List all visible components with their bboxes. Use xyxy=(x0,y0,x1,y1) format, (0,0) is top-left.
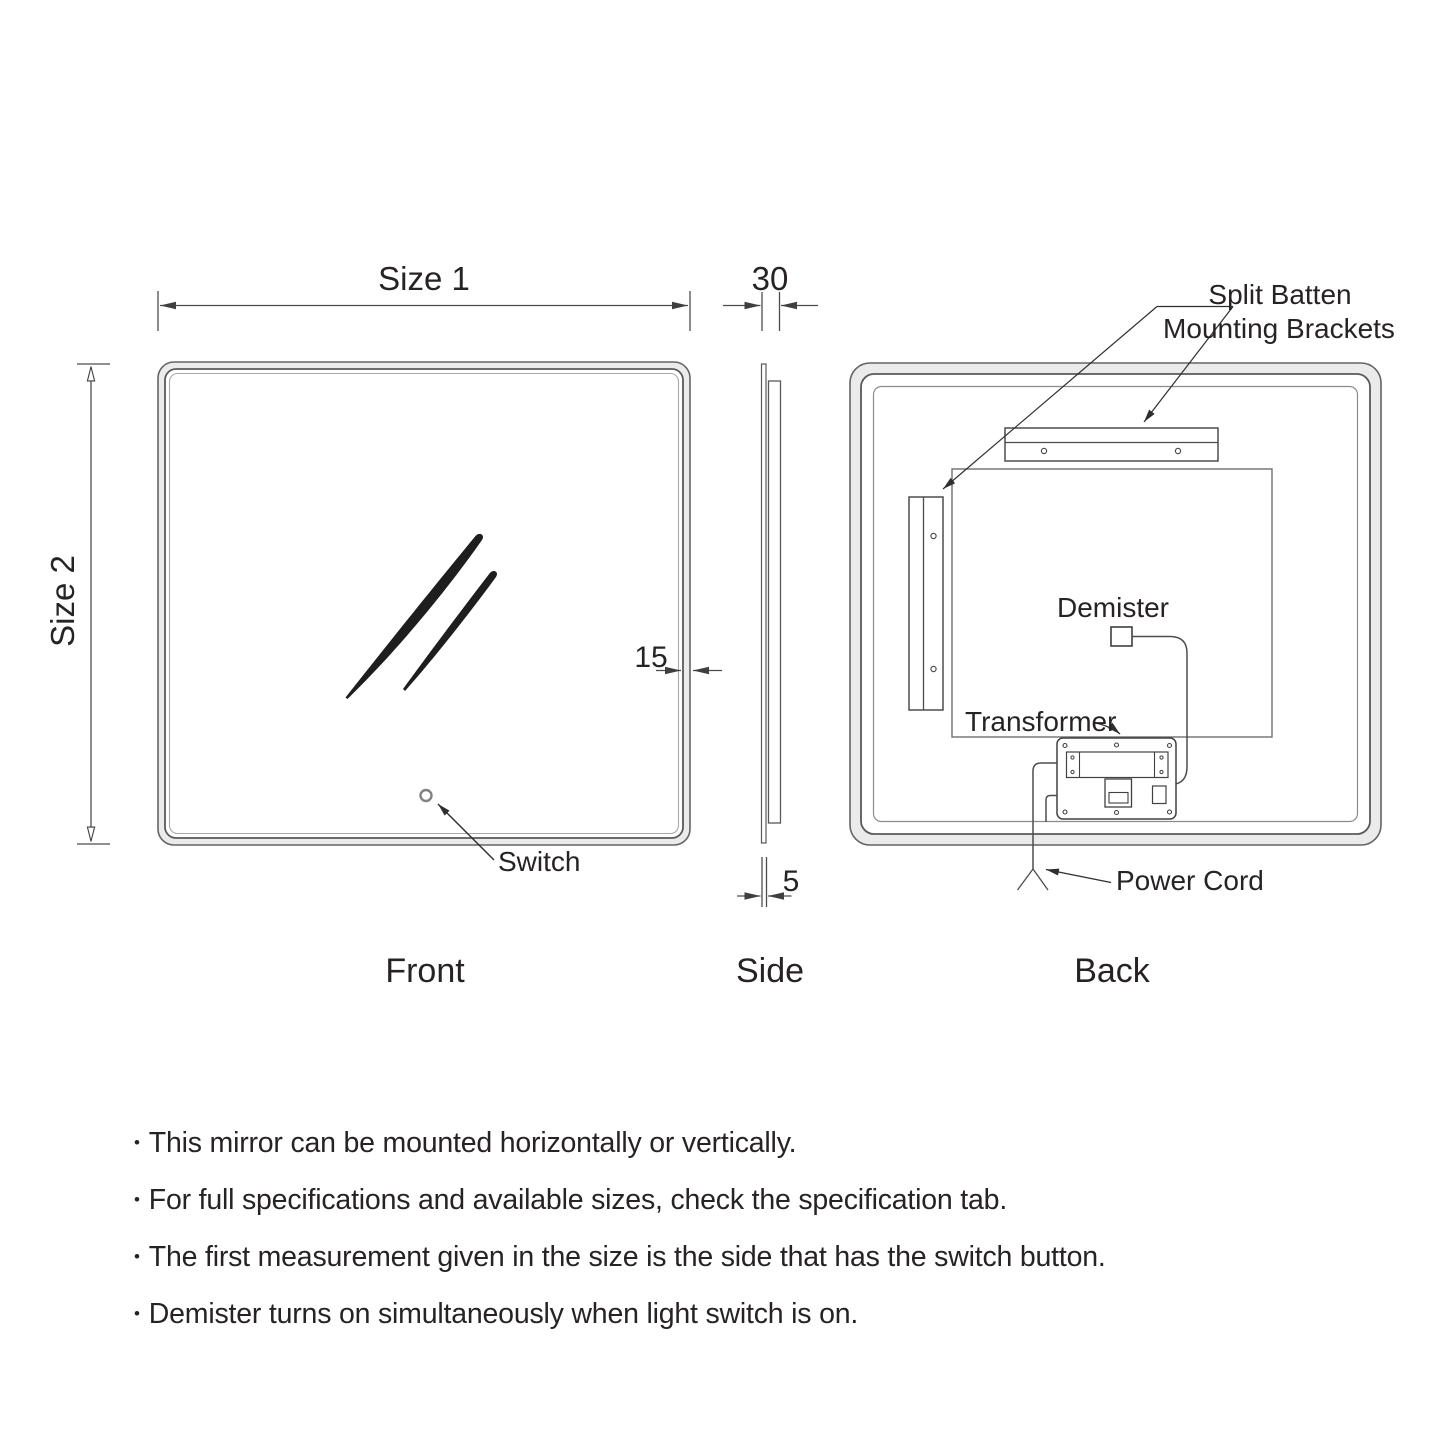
glass-thickness-label: 5 xyxy=(782,865,800,898)
switch-button xyxy=(421,790,432,801)
power-cord-end-fray xyxy=(1018,869,1049,890)
bracket-screw-hole xyxy=(931,533,936,538)
bracket-screw-hole xyxy=(931,666,936,671)
split-batten-label-line2: Mounting Brackets xyxy=(1163,313,1395,344)
demister-connector xyxy=(1111,627,1132,646)
note-item xyxy=(134,1184,1106,1241)
note-text: The first measurement given in the size is the side that has the switch button. xyxy=(148,1241,1106,1273)
size1-label: Size 1 xyxy=(378,260,470,297)
transformer-label: Transformer xyxy=(965,706,1117,737)
demister-label: Demister xyxy=(1056,592,1170,623)
transformer-screw xyxy=(1063,810,1067,814)
power-cord-leader-line xyxy=(1046,870,1111,883)
side-view-label: Side xyxy=(735,952,805,990)
transformer-screw xyxy=(1115,743,1119,747)
power-cord-label: Power Cord xyxy=(1116,865,1264,896)
note-text: Demister turns on simultaneously when light switch is on. xyxy=(148,1298,859,1330)
bracket-screw-hole xyxy=(1175,448,1180,453)
note-text: For full specifications and available sizes, check the specification tab. xyxy=(148,1184,1008,1216)
note-item xyxy=(134,1127,1106,1184)
notes-list xyxy=(134,1127,1106,1355)
bullet-icon: • xyxy=(134,1190,140,1209)
bullet-icon: • xyxy=(134,1247,140,1266)
mounting-bracket-vertical xyxy=(909,497,943,710)
switch-label: Switch xyxy=(498,846,581,877)
note-item xyxy=(134,1241,1106,1298)
bullet-icon: • xyxy=(134,1304,140,1323)
transformer-screw xyxy=(1168,744,1172,748)
mounting-bracket-horizontal xyxy=(1005,428,1218,461)
note-item xyxy=(134,1298,1106,1355)
bracket-horizontal-body xyxy=(1005,428,1218,461)
side-backing xyxy=(769,381,781,823)
front-view-label: Front xyxy=(385,952,465,990)
back-view xyxy=(850,279,1395,990)
transformer-screw xyxy=(1115,811,1119,815)
depth-label: 30 xyxy=(751,260,789,297)
bracket-vertical-body xyxy=(909,497,943,710)
transformer-switch-block xyxy=(1153,786,1167,804)
transformer-screw xyxy=(1168,810,1172,814)
note-text: This mirror can be mounted horizontally or vertically. xyxy=(148,1127,797,1159)
back-view-label: Back xyxy=(1074,952,1150,990)
transformer-box xyxy=(1057,738,1176,819)
side-glass xyxy=(762,364,767,843)
bracket-screw-hole xyxy=(1041,448,1046,453)
frame-width-label: 15 xyxy=(634,641,668,674)
bullet-icon: • xyxy=(134,1133,140,1152)
size2-label: Size 2 xyxy=(44,555,81,647)
transformer-screw xyxy=(1063,744,1067,748)
front-view xyxy=(158,362,690,990)
split-batten-label-line1: Split Batten xyxy=(1208,279,1352,310)
